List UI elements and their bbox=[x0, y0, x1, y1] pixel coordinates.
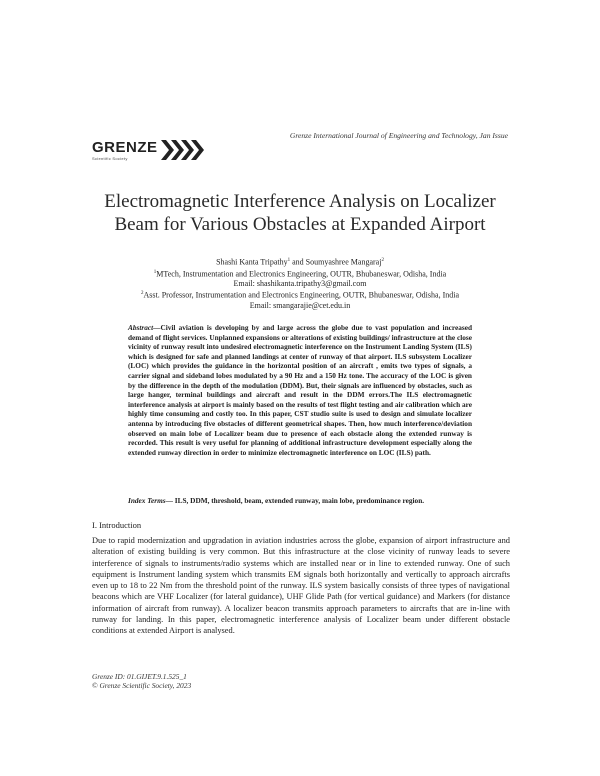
section-heading: I. Introduction bbox=[92, 520, 142, 530]
index-terms bbox=[128, 496, 472, 506]
index-terms-text: — ILS, DDM, threshold, beam, extended runway, main lobe, predominance region. bbox=[165, 496, 425, 505]
chevrons-icon bbox=[159, 138, 207, 162]
logo-subtitle: Scientific Society bbox=[92, 155, 128, 161]
affiliation-2: $^2$Asst. Professor, Instrumentation and Electronics Engineering, OUTR, Bhubaneswar, Odisha, India bbox=[140, 290, 459, 300]
abstract-label: Abstract bbox=[128, 323, 154, 332]
paper-title: Electromagnetic Interference Analysis on Localizer Beam for Various Obstacles at Expanded Airport bbox=[104, 191, 496, 235]
journal-header: Grenze International Journal of Engineering and Technology, Jan Issue bbox=[289, 131, 508, 140]
publisher-logo bbox=[92, 138, 207, 162]
grenze-id: Grenze ID: 01.GIJET.9.1.525_1 bbox=[92, 672, 187, 681]
index-terms-label: Index Terms bbox=[128, 496, 166, 505]
copyright: © Grenze Scientific Society, 2023 bbox=[92, 681, 192, 691]
footer bbox=[92, 672, 191, 691]
logo-name: GRENZE bbox=[92, 138, 158, 156]
email-1: Email: shashikanta.tripathy3@gmail.com bbox=[233, 279, 367, 289]
author-names: Shashi Kanta Tripathy$^1$ and Soumyashree Mangaraj$^2$ bbox=[216, 257, 384, 267]
abstract bbox=[128, 323, 472, 457]
email-2: Email: smangarajie@cet.edu.in bbox=[249, 300, 351, 310]
affiliation-1: $^1$MTech, Instrumentation and Electronics Engineering, OUTR, Bhubaneswar, Odisha, India bbox=[153, 269, 447, 279]
abstract-text: —Civil aviation is developing by and large across the globe due to vast population and increased demand of flight services. Unplanned expansions or alterations of existing buildings/ infrastructure at the close vicinity of runway result into undesired electromagnetic interference on the Instrument Landing System (ILS) which is designed for safe and planned landings at center of runway of that airport. ILS subsystem Localizer (LOC) which provides the guidance in the horizontal position of an aircraft , emits two types of signals, a carrier signal and sideband lobes modulated by a 90 Hz and a 150 Hz tone. The accuracy of the LOC is given by the difference in the depth of the modulation (DDM). But, their signals are influenced by obstacles, such as large hanger, terminal buildings and aircraft and result in the DDM errors.The ILS electromagnetic interference analysis at airport is mainly based on the results of test flight testing and air calibration which are highly time consuming and costly too. In this paper, CST studio suite is used to design and simulate localizer antenna by introducing five obstacles of different geometrical shapes. Then, how much interference/deviation observed on main lobe of Localizer beam due to presence of each obstacle along the extended runway is recorded. This result is very useful for planning of additional infrastructure development especially along the extended runway direction in order to minimize electromagnetic interference on LOC (ILS) path. bbox=[128, 323, 472, 457]
introduction-paragraph: Due to rapid modernization and upgradation in aviation industries across the globe, expansion of airport infrastructure and alteration of existing building is very common. But this infrastructure at the close vicinity of runway leads to severe interference of signals to instruments/radio systems which are installed near or in line to extended runway. One of such equipment is Instrument landing system which transmits EM signals both horizontally and vertically to approach aircrafts even up to 18 to 22 Nm from the threshold point of the runway. ILS system basically consists of three types of navigational beacons which are VHF Localizer (for lateral guidance), UHF Glide Path (for vertical guidance) and Markers (for distance information of aircraft from runway). A localizer beacon transmits approach parameters to aircrafts that are in-line with runway for landing. In this paper, electromagnetic interference analysis of Localizer beam under different obstacle conditions at extended Airport is analysed. bbox=[92, 536, 510, 636]
author-block bbox=[90, 256, 510, 311]
